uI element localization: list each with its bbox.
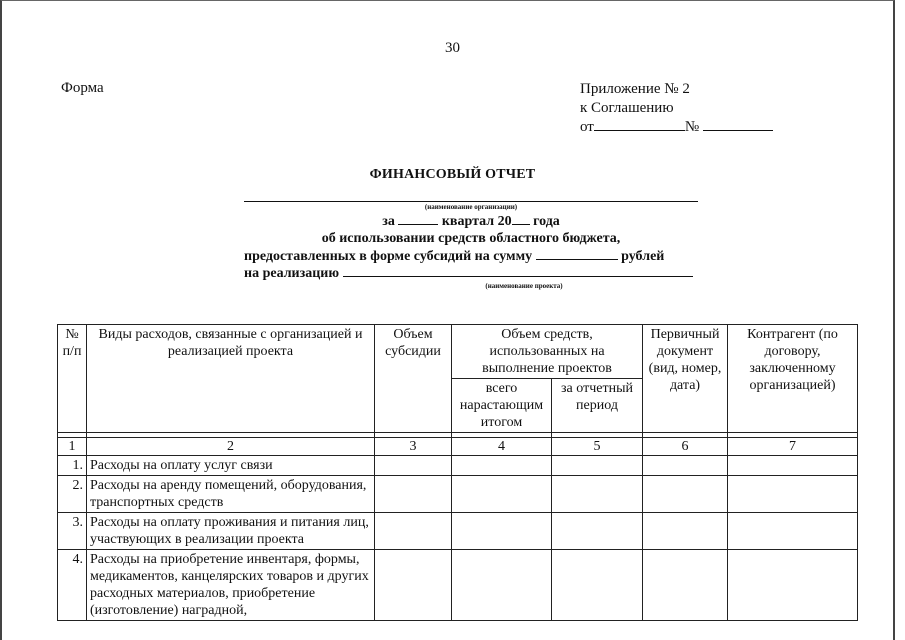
table-header-row-1	[58, 325, 858, 379]
subsidy-suffix: рублей	[621, 249, 665, 264]
cell-document	[643, 476, 728, 513]
sum-blank	[536, 249, 618, 260]
header-reporting-period: за отчетный период	[552, 379, 643, 433]
header-counterparty: Контрагент (по договору, заключенному организацией)	[728, 325, 858, 433]
organization-caption: (наименование организации)	[424, 203, 518, 211]
header-subsidy-volume: Объем субсидии	[375, 325, 452, 433]
cell-period	[552, 476, 643, 513]
row-number: 4.	[58, 550, 87, 621]
appendix-line-2: к Соглашению	[580, 100, 674, 116]
cell-subsidy	[375, 456, 452, 476]
page-number: 30	[445, 40, 460, 56]
quarter-mid: квартал 20	[441, 214, 512, 229]
agreement-number-blank	[703, 118, 773, 131]
realization-label: на реализацию	[244, 266, 340, 281]
table-row	[58, 456, 858, 476]
cell-period	[552, 513, 643, 550]
row-expense-type: Расходы на аренду помещений, оборудования, транспортных средств	[87, 476, 375, 513]
cell-subsidy	[375, 513, 452, 550]
cell-subsidy	[375, 550, 452, 621]
cell-total	[452, 456, 552, 476]
col-number-2: 2	[87, 438, 375, 456]
report-title: ФИНАНСОВЫЙ ОТЧЕТ	[369, 167, 536, 182]
cell-period	[552, 456, 643, 476]
row-number: 3.	[58, 513, 87, 550]
quarter-blank	[398, 214, 438, 225]
row-expense-type: Расходы на оплату проживания и питания лиц, участвующих в реализации проекта	[87, 513, 375, 550]
cell-period	[552, 550, 643, 621]
project-name-blank	[343, 266, 693, 277]
appendix-from-label: от	[580, 119, 594, 135]
quarter-prefix: за	[382, 214, 395, 229]
cell-document	[643, 550, 728, 621]
cell-document	[643, 513, 728, 550]
table-row	[58, 550, 858, 621]
header-primary-document: Первичный документ (вид, номер, дата)	[643, 325, 728, 433]
cell-total	[452, 476, 552, 513]
col-number-3: 3	[375, 438, 452, 456]
cell-counterparty	[728, 513, 858, 550]
cell-document	[643, 456, 728, 476]
usage-line: об использовании средств областного бюджета,	[321, 231, 621, 246]
cell-total	[452, 513, 552, 550]
table-row	[58, 476, 858, 513]
cell-counterparty	[728, 476, 858, 513]
header-num: № п/п	[58, 325, 87, 433]
col-number-4: 4	[452, 438, 552, 456]
appendix-line-1: Приложение № 2	[580, 81, 690, 97]
cell-counterparty	[728, 456, 858, 476]
quarter-suffix: года	[533, 214, 560, 229]
form-label: Форма	[61, 80, 104, 96]
year-blank	[512, 214, 530, 225]
appendix-block	[580, 80, 773, 137]
financial-report-table	[57, 324, 858, 621]
quarter-line	[244, 214, 698, 230]
cell-total	[452, 550, 552, 621]
col-number-5: 5	[552, 438, 643, 456]
row-number: 2.	[58, 476, 87, 513]
col-number-1: 1	[58, 438, 87, 456]
col-number-6: 6	[643, 438, 728, 456]
agreement-date-blank	[594, 118, 685, 131]
row-expense-type: Расходы на оплату услуг связи	[87, 456, 375, 476]
subsidy-line	[244, 249, 664, 265]
realization-line	[244, 266, 693, 282]
header-funds-volume: Объем средств, использованных на выполнение проектов	[452, 325, 643, 379]
cell-counterparty	[728, 550, 858, 621]
row-expense-type: Расходы на приобретение инвентаря, формы, медикаментов, канцелярских товаров и других расходных материалов, приобретение (изготовление) наградной,	[87, 550, 375, 621]
table-row	[58, 513, 858, 550]
header-total-cumulative: всего нарастающим итогом	[452, 379, 552, 433]
organization-name-line	[244, 201, 698, 202]
appendix-number-label: №	[684, 119, 700, 135]
col-number-7: 7	[728, 438, 858, 456]
header-expense-types: Виды расходов, связанные с организацией и реализацией проекта	[87, 325, 375, 433]
column-number-row	[58, 438, 858, 456]
cell-subsidy	[375, 476, 452, 513]
project-caption: (наименование проекта)	[485, 282, 563, 290]
appendix-line-3	[580, 118, 773, 137]
subsidy-text: предоставленных в форме субсидий на сумму	[244, 249, 533, 264]
row-number: 1.	[58, 456, 87, 476]
